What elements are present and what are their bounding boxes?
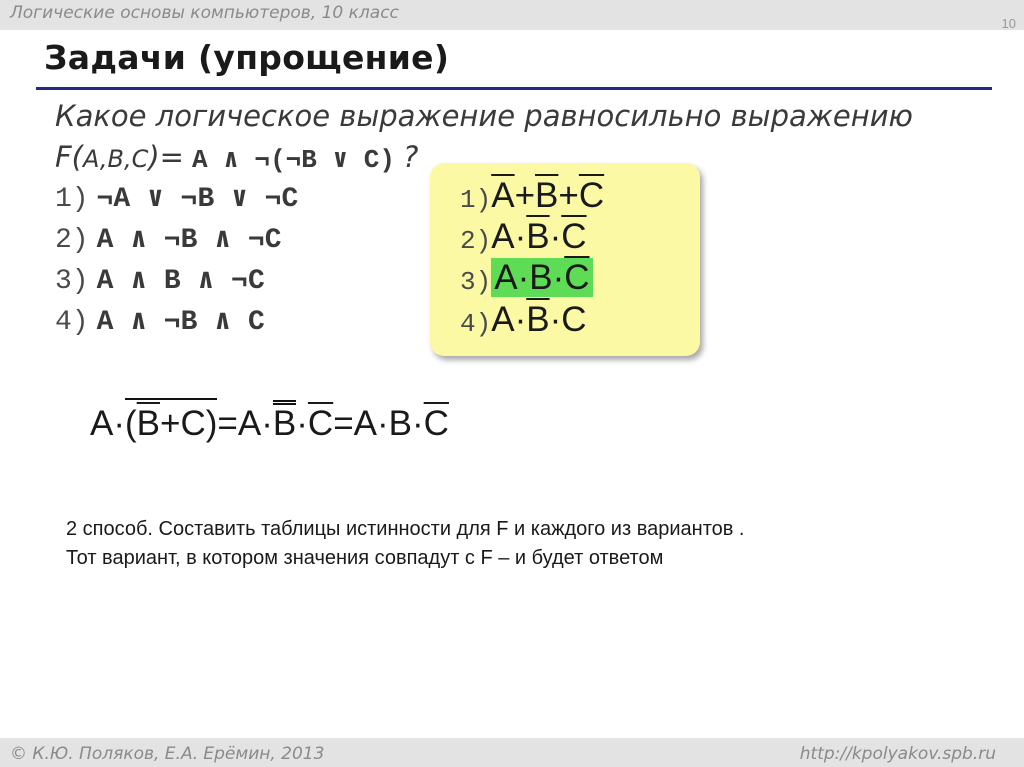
formula-b: $\overline{B}$ (136, 404, 161, 443)
term-c: $\overline{C}$ (561, 217, 587, 256)
method-line-2: Тот вариант, в котором значения совпадут с F – и будет ответом (66, 547, 664, 569)
option-item (55, 223, 298, 264)
operator: · (552, 258, 565, 297)
simplification-formula: $A\cdot(\overline{B}+C)=A\cdot B\cdot\overline{C}=A\cdot B\cdot\overline{C}$ (90, 398, 449, 444)
option-expression: ¬A ∨ ¬B ∨ ¬C (96, 184, 299, 215)
option-expression: A ∧ B ∧ ¬C (96, 266, 265, 297)
function-label: F( (55, 140, 83, 174)
term-c: $\overline{C}$ (564, 258, 590, 297)
option-expression: A ∧ ¬B ∧ C (96, 307, 265, 338)
formula-rhs-b: B (388, 404, 413, 443)
alternative-number: 3) (460, 267, 492, 297)
term-b: $\overline{B}$ (535, 176, 559, 215)
title-underline (36, 87, 992, 90)
formula-lhs-a: A (90, 404, 114, 443)
formula-equals: = (333, 404, 354, 443)
term-a: $\overline{A}$ (491, 176, 515, 215)
formula-mid-a: A (237, 404, 262, 443)
term-b: B (529, 258, 553, 297)
slide-title: Задачи (упрощение) (44, 38, 450, 77)
operator: · (517, 258, 530, 297)
alternative-item (460, 217, 587, 257)
function-body: A ∧ ¬(¬B ∨ C) (192, 145, 395, 175)
formula-rhs-c: $\overline{C}$ (423, 404, 449, 443)
footer-authors: © К.Ю. Поляков, Е.А. Ерёмин, 2013 (10, 744, 325, 764)
term-c: C (561, 300, 587, 339)
operator: + (558, 176, 579, 215)
footer-bar (0, 738, 1024, 767)
option-number: 1) (55, 184, 89, 215)
operator: · (514, 300, 527, 339)
formula-rhs-a: A (353, 404, 377, 443)
term-b: $\overline{B}$ (526, 300, 550, 339)
question-text: Какое логическое выражение равносильно выражению (55, 99, 913, 133)
method-line-1: 2 способ. Составить таблицы истинности для F и каждого из вариантов . (66, 518, 745, 540)
option-number: 2) (55, 225, 89, 256)
term-a: A (494, 258, 518, 297)
footer-url: http://kpolyakov.spb.ru (799, 744, 996, 764)
formula-mid-c: $\overline{C}$ (307, 404, 334, 443)
function-expression (55, 140, 418, 175)
options-list (55, 182, 298, 346)
formula-c: C (180, 404, 206, 443)
option-item (55, 305, 298, 346)
formula-negated-group: $(\overline{B}+C)$ (125, 398, 217, 444)
operator: · (549, 300, 562, 339)
term-a: A (491, 217, 515, 256)
method-note (66, 515, 745, 573)
term-c: $\overline{C}$ (578, 176, 605, 215)
formula-mid-b: B (273, 400, 296, 441)
operator: + (514, 176, 536, 215)
alternative-item (460, 258, 593, 298)
option-item (55, 264, 298, 305)
option-number: 3) (55, 266, 89, 297)
term-b: $\overline{B}$ (526, 217, 550, 256)
alternative-number: 2) (460, 226, 492, 256)
formula-dot: · (113, 404, 126, 443)
question-mark: ? (403, 140, 419, 174)
alternative-item (460, 176, 604, 216)
alternative-number: 4) (460, 309, 492, 339)
option-item (55, 182, 298, 223)
function-args: A,B,C (83, 145, 149, 173)
header-bar (0, 0, 1024, 30)
alternative-item (460, 300, 587, 340)
function-close: )= (148, 140, 184, 174)
option-number: 4) (55, 307, 89, 338)
operator: · (514, 217, 527, 256)
formula-equals: = (217, 404, 238, 443)
alternative-number: 1) (460, 185, 492, 215)
term-a: A (491, 300, 515, 339)
course-title: Логические основы компьютеров, 10 класс (10, 3, 399, 23)
operator: · (549, 217, 562, 256)
slide-number: 10 (1001, 16, 1016, 31)
option-expression: A ∧ ¬B ∧ ¬C (96, 225, 282, 256)
answer-highlight (491, 258, 592, 297)
